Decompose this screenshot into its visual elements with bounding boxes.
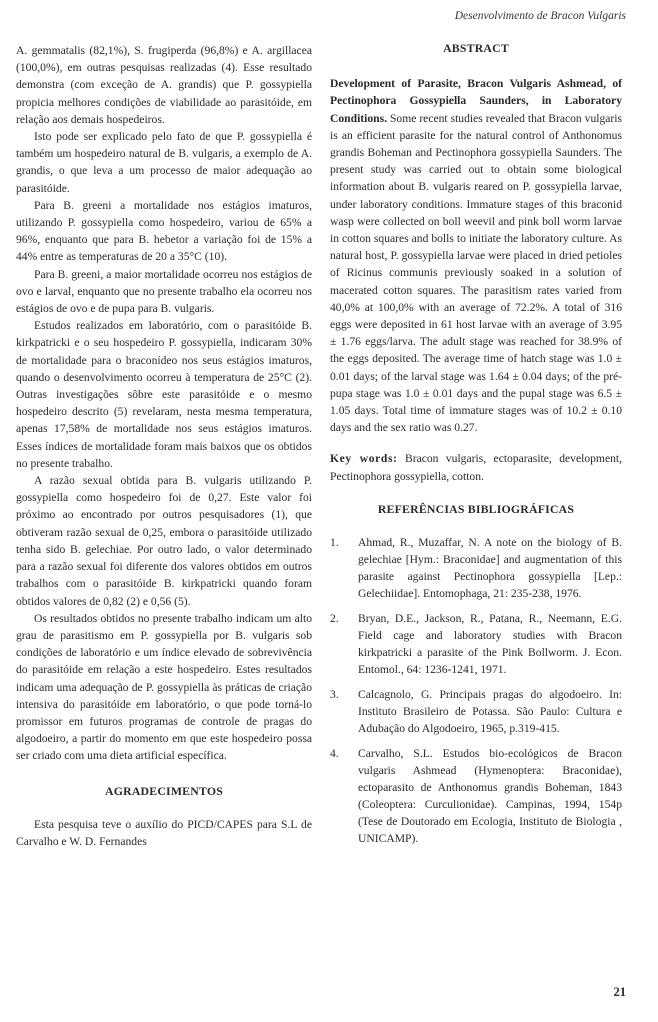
body-paragraph: A razão sexual obtida para B. vulgaris utilizando P. gossypiella como hospedeiro foi de 0,27. Este valor foi próximo ao encontrado por outros pesquisadores (1), que obtiveram razão sexual de 0,25, embora o parasitóide utilizado tenha sido B. gelechiae. Por outro lado, o valor determinado para a razão sexual foi diferente dos valores obtidos em outros trabalhos com o parasitóide B. kirkpatricki quando foram obtidos valores de 0,82 (2) e 0,56 (5). [16, 474, 312, 608]
body-paragraph: Isto pode ser explicado pelo fato de que P. gossypiella é também um hospedeiro natural de B. vulgaris, a exemplo de A. grandis, o que leva a um processo de maior adequação ao parasitóide. [16, 130, 312, 195]
body-paragraph: A. gemmatalis (82,1%), S. frugiperda (96,8%) e A. argillacea (100,0%), em outras pesquisas realizadas (4). Esse resultado demonstra (com exceção de A. grandis) que P. gossypiella propicia melhores condições de viabilidade ao parasitóide, em relação aos demais hospedeiros. [16, 44, 312, 126]
acknowledgements-text: Esta pesquisa teve o auxílio do PICD/CAPES para S.L de Carvalho e W. D. Fernandes [16, 817, 312, 848]
left-column [16, 42, 312, 850]
running-header: Desenvolvimento de Bracon Vulgaris [454, 10, 626, 22]
keywords [330, 450, 622, 484]
abstract-heading: ABSTRACT [443, 41, 509, 55]
keywords-label: Key words: [330, 452, 398, 466]
keywords-text: Bracon vulgaris, ectoparasite, development, Pectinophora gossypiella, cotton. [330, 452, 623, 483]
reference-item [330, 534, 622, 602]
abstract-paragraph [330, 75, 622, 436]
reference-number: 1. [330, 536, 339, 550]
page-number: 21 [613, 985, 626, 999]
reference-text: Calcagnolo, G. Principais pragas do algodoeiro. In: Instituto Brasileiro de Potassa. São Paulo: Cultura e Adubação do Algodoeiro, 1965, p.319-415. [358, 688, 622, 736]
body-paragraph: Estudos realizados em laboratório, com o parasitóide B. kirkpatricki e o seu hospedeiro P. gossypiella, indicaram 30% de mortalidade para o braconídeo nos seus estágios imaturos, quando o desenvolvimento ocorreu à temperatura de 25°C (2). Outras investigações sôbre este parasitóide e o mesmo hospedeiro descrito (5) revelaram, nesta mesma temperatura, apenas 17,58% de mortalidade nos seus estágios imaturos. Esses índices de mortalidade foram mais baixos que os obtidos no presente trabalho. [16, 319, 312, 470]
abstract-body: Some recent studies revealed that Bracon vulgaris is an efficient parasite for the natural control of Anthonomus grandis Boheman and Pectinophora gossypiella Saunders. The present study was carried out to obtain some biological information about B. vulgaris reared on P. gossypiella larvae, under laboratory conditions. Immature stages of this braconid wasp were collected on boll weevil and pink boll worm larvae in cotton squares and bolls to initiate the laboratory culture. As natural host, P. gossypiella larvae were placed in dried petioles of Ricinus communis previously soaked in a solution of macerated cotton squares. The parasitism rates varied from 40,0% at 100,0% with an average of 72.2%. A total of 316 eggs were deposited in 61 host larvae with an average of 3.95 ± 1.76 eggs/larva. The adult stage was reached for 38.9% of the eggs deposited. The average time of hatch stage was 1.0 ± 0.01 days; of the larval stage was 1.64 ± 0.04 days; of the pré-pupa stage was 1.0 ± 0.01 days and the pupal stage was 6.5 ± 1.05 days. Total time of immature stages was of 10.2 ± 0.10 days and the sex ratio was 0.27. [330, 111, 622, 435]
reference-number: 3. [330, 688, 339, 702]
right-column [330, 40, 622, 855]
abstract-title: Development of Parasite, Bracon Vulgaris Ashmead, of Pectinophora Gossypiella Saunders, in Laboratory Conditions. [330, 77, 622, 125]
body-paragraph: Os resultados obtidos no presente trabalho indicam um alto grau de parasitismo em P. gossypiella por B. vulgaris sob condições de laboratório e um índice elevado de sobrevivência do parasitóide em relação a este hospedeiro. Estes resultados indicam uma adequação de P. gossypiella às práticas de criação intensiva do parasitóide em laboratório, o que pode torná-lo promissor em futuros programas de controle de pragas do algodoeiro, a partir do momento em que este hospedeiro possa ser criado com uma dieta artificial específica. [16, 611, 312, 763]
acknowledgements-heading: AGRADECIMENTOS [105, 783, 223, 798]
body-paragraph: Para B. greeni, a maior mortalidade ocorreu nos estágios de ovo e larval, enquanto que no presente trabalho ela ocorreu nos estágios de ovo e de pupa para B. vulgaris. [16, 267, 312, 316]
reference-item [330, 686, 622, 737]
references-heading: REFERÊNCIAS BIBLIOGRÁFICAS [377, 501, 575, 516]
body-paragraph: Para B. greeni a mortalidade nos estágios imaturos, utilizando P. gossypiella como hospedeiro, variou de 65% a 96%, enquanto que para B. hebetor a variação foi de 15% a 44% entre as temperaturas de 20 a 35°C (10). [16, 198, 312, 264]
reference-item [330, 610, 622, 678]
reference-text: Carvalho, S.L. Estudos bio-ecológicos de Bracon vulgaris Ashmead (Hymenoptera: Braconidae), ectoparasito de Anthonomus grandis Boheman, 1843 (Coleoptera: Curculionidae). Campinas, 1994, 154p (Tese de Doutorado em Ecologia, Instituto de Biologia , UNICAMP). [358, 747, 622, 846]
reference-list [330, 534, 622, 847]
reference-item [330, 745, 622, 847]
reference-number: 2. [330, 612, 339, 626]
reference-text: Bryan, D.E., Jackson, R., Patana, R., Neemann, E.G. Field cage and laboratory studies with Bracon kirkpatricki a parasite of the Pink Bollworm. J. Econ. Entomol., 64: 1236-1241, 1971. [358, 612, 622, 677]
reference-number: 4. [330, 747, 339, 761]
reference-text: Ahmad, R., Muzaffar, N. A note on the biology of B. gelechiae [Hym.: Braconidae] and augmentation of this parasite against Pectinophora gossypiella [Lep.: Gelechiidae]. Entomophaga, 21: 235-238, 1976. [358, 536, 622, 601]
